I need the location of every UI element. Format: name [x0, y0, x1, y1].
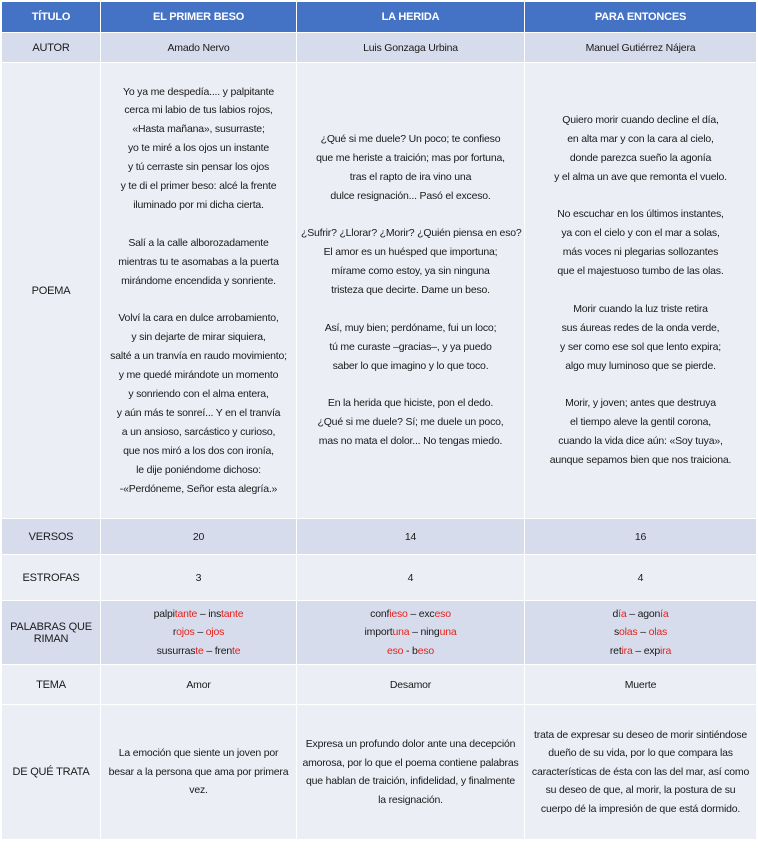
rhyme-stem: – agon [626, 607, 661, 620]
theme-row [2, 665, 757, 705]
stanzas-poem-3: 4 [525, 555, 757, 601]
poem-line: aunque sepamos bien que nos traiciona. [549, 454, 732, 467]
rhyme-ending: tante [221, 607, 244, 620]
about-row [2, 705, 757, 840]
poem-row [2, 63, 757, 519]
rhyme-stem: d [612, 607, 619, 620]
theme-poem-3: Muerte [525, 665, 757, 705]
poem-line: salté a un tranvía en raudo movimiento; [110, 350, 287, 363]
poem-line: ya con el cielo y con el mar a solas, [561, 227, 720, 240]
rhyme-ending: ieso [389, 607, 408, 620]
poem-line: En la herida que hiciste, pon el dedo. [327, 397, 494, 410]
rhyme-stem: import [364, 626, 393, 639]
about-label: DE QUÉ TRATA [2, 705, 101, 840]
rhyme-ending: eso [434, 607, 451, 620]
rhyme-ending: ía [618, 607, 627, 620]
about-poem-1: La emoción que siente un joven por besar a la persona que ama por primera vez. [101, 705, 297, 840]
header-poem-2: LA HERIDA [297, 2, 525, 33]
author-row [2, 33, 757, 63]
poem-text-3 [525, 63, 757, 519]
poem-label: POEMA [2, 63, 101, 519]
poem-line: algo muy luminoso que se pierde. [565, 359, 716, 372]
poem-stanza [529, 205, 752, 281]
poem-line: «Hasta mañana», susurraste; [132, 123, 265, 136]
poem-line: donde parezca sueño la agonía [569, 151, 712, 164]
poem-line: No escuchar en los últimos instantes, [557, 208, 724, 221]
header-poem-1: EL PRIMER BESO [101, 2, 297, 33]
poem-line: ¿Sufrir? ¿Llorar? ¿Morir? ¿Quién piensa en eso? [301, 227, 522, 240]
author-poem-2: Luis Gonzaga Urbina [297, 33, 525, 63]
rhyme-stem: – ning [409, 626, 440, 639]
poem-line: cerca mi labio de tus labios rojos, [124, 104, 273, 117]
rhyme-stem: – [637, 626, 649, 639]
rhyme-pair [105, 605, 292, 624]
poem-stanza [105, 83, 292, 215]
poem-line: iluminado por mi dicha cierta. [133, 198, 264, 211]
poem-stanza [529, 111, 752, 187]
stanzas-label: ESTROFAS [2, 555, 101, 601]
poem-line: Yo ya me despedía.... y palpitante [122, 85, 274, 98]
poem-line: ¿Qué si me duele? Sí; me duele un poco, [317, 416, 504, 429]
poem-line: ¿Qué si me duele? Un poco; te confieso [320, 132, 501, 145]
theme-poem-1: Amor [101, 665, 297, 705]
poem-line: más voces ni plegarias sollozantes [562, 246, 719, 259]
rhyme-stem: – exp [632, 644, 661, 657]
rhyme-pair [529, 623, 752, 642]
verses-label: VERSOS [2, 519, 101, 555]
rhymes-poem-2 [297, 601, 525, 665]
author-poem-3: Manuel Gutiérrez Nájera [525, 33, 757, 63]
author-label: AUTOR [2, 33, 101, 63]
stanzas-row [2, 555, 757, 601]
poem-line: que el majestuoso tumbo de las olas. [557, 265, 724, 278]
about-poem-3: trata de expresar su deseo de morir sintiéndose dueño de su vida, por lo que compara las características de ésta con las del mar, así como su deseo de que, al morir, la postura de su cuerpo dé la impresión de que está dormido. [525, 705, 757, 840]
poem-stanza [301, 319, 520, 376]
theme-poem-2: Desamor [297, 665, 525, 705]
header-poem-3: PARA ENTONCES [525, 2, 757, 33]
rhyme-stem: palpi [153, 607, 175, 620]
rhymes-row [2, 601, 757, 665]
poem-line: mientras tu te asomabas a la puerta [118, 255, 279, 268]
poem-stanza [105, 234, 292, 291]
rhyme-stem: – [194, 626, 206, 639]
poem-line: Morir cuando la luz triste retira [573, 302, 708, 315]
stanzas-poem-2: 4 [297, 555, 525, 601]
poem-line: yo te miré a los ojos un instante [127, 142, 270, 155]
poem-text-2 [297, 63, 525, 519]
rhyme-ending: eso [386, 644, 404, 657]
poem-stanza [529, 394, 752, 470]
poem-line: Así, muy bien; perdóname, fui un loco; [324, 321, 497, 334]
rhymes-label: PALABRAS QUE RIMAN [2, 601, 101, 665]
poem-line: y aún más te sonreí... Y en el tranvía [116, 406, 281, 419]
rhyme-ending: tante [174, 607, 198, 620]
poem-line: mirándome encendida y sonriente. [121, 274, 276, 287]
about-poem-2: Expresa un profundo dolor ante una decepción amorosa, por lo que el poema contiene palabras que hablan de traición, infidelidad, y finalmente la resignación. [297, 705, 525, 840]
poem-stanza [301, 224, 520, 300]
poem-line: le dije poniéndome dichoso: [136, 463, 261, 476]
rhyme-stem: susurras [156, 644, 196, 657]
rhymes-poem-1 [101, 601, 297, 665]
rhyme-pair [301, 642, 520, 661]
rhyme-stem: ret [609, 644, 622, 657]
poem-line: que me heriste a traición; mas por fortuna, [316, 151, 505, 164]
rhyme-pair [105, 623, 292, 642]
theme-label: TEMA [2, 665, 101, 705]
poem-text-1 [101, 63, 297, 519]
poem-line: Volví la cara en dulce arrobamiento, [118, 312, 279, 325]
poem-line: y sin dejarte de mirar siquiera, [131, 331, 266, 344]
poem-line: tú me curaste –gracias–, y ya puedo [329, 340, 492, 353]
poem-line: el tiempo aleve la gentil corona, [569, 416, 712, 429]
rhyme-pair [529, 605, 752, 624]
rhyme-pair [529, 642, 752, 661]
poem-line: dulce resignación... Pasó el exceso. [330, 189, 491, 202]
rhyme-ending: olas [648, 626, 668, 639]
verses-row [2, 519, 757, 555]
poems-comparison-table [1, 1, 757, 840]
poem-line: que nos miró a los dos con ironía, [123, 444, 274, 457]
rhyme-ending: te [232, 644, 241, 657]
poem-line: Quiero morir cuando decline el día, [562, 113, 719, 126]
rhyme-stem: – ins [197, 607, 222, 620]
rhyme-ending: olas [619, 626, 638, 639]
rhyme-ending: ojos [205, 626, 225, 639]
rhyme-stem: – exc [407, 607, 435, 620]
rhyme-ending: una [392, 626, 410, 639]
header-row [2, 2, 757, 33]
rhyme-stem: - b [403, 644, 418, 657]
poem-line: saber lo que imagino y lo que toco. [332, 359, 489, 372]
rhyme-ending: eso [417, 644, 435, 657]
rhyme-stem: – fren [203, 644, 233, 657]
rhyme-ending: ira [660, 644, 672, 657]
poem-line: tristeza que decirte. Dame un beso. [331, 284, 490, 297]
verses-poem-2: 14 [297, 519, 525, 555]
poem-line: sus áureas redes de la onda verde, [561, 321, 720, 334]
rhyme-stem: conf [370, 607, 390, 620]
verses-poem-3: 16 [525, 519, 757, 555]
poem-line: mírame como estoy, ya sin ninguna [331, 265, 490, 278]
poem-line: cuando la vida dice aún: «Soy tuya», [558, 435, 723, 448]
rhyme-ending: una [439, 626, 457, 639]
stanzas-poem-1: 3 [101, 555, 297, 601]
poem-line: tras el rapto de ira vino una [349, 170, 472, 183]
verses-poem-1: 20 [101, 519, 297, 555]
header-title-label: TÍTULO [2, 2, 101, 33]
poem-line: a un ansioso, sarcástico y curioso, [121, 425, 276, 438]
poem-line: y ser como ese sol que lento expira; [560, 340, 721, 353]
poem-stanza [301, 130, 520, 206]
poem-line: -«Perdóneme, Señor esta alegría.» [119, 482, 278, 495]
poem-line: y me quedé mirándote un momento [118, 369, 279, 382]
rhyme-stem: s [613, 626, 620, 639]
poem-line: Salí a la calle alborozadamente [128, 236, 269, 249]
author-poem-1: Amado Nervo [101, 33, 297, 63]
poem-line: y te di el primer beso: alcé la frente [120, 180, 277, 193]
poem-line: El amor es un huésped que importuna; [323, 246, 498, 259]
poem-line: y el alma un ave que remonta el vuelo. [554, 170, 727, 183]
rhyme-pair [105, 642, 292, 661]
rhyme-pair [301, 605, 520, 624]
rhyme-pair [301, 623, 520, 642]
poem-line: mas no mata el dolor... No tengas miedo. [318, 435, 503, 448]
poem-line: Morir, y joven; antes que destruya [565, 397, 716, 410]
rhyme-stem: r [172, 626, 177, 639]
rhyme-ending: ía [660, 607, 669, 620]
rhyme-ending: te [195, 644, 204, 657]
poem-stanza [105, 309, 292, 498]
rhyme-ending: ojos [176, 626, 195, 639]
poem-line: y sonriendo con el alma entera, [128, 388, 269, 401]
rhymes-poem-3 [525, 601, 757, 665]
poem-line: y tú cerraste sin pensar los ojos [127, 161, 270, 174]
poem-stanza [529, 300, 752, 376]
poem-line: en alta mar y con la cara al cielo, [567, 132, 714, 145]
rhyme-ending: ira [621, 644, 633, 657]
poem-stanza [301, 394, 520, 451]
